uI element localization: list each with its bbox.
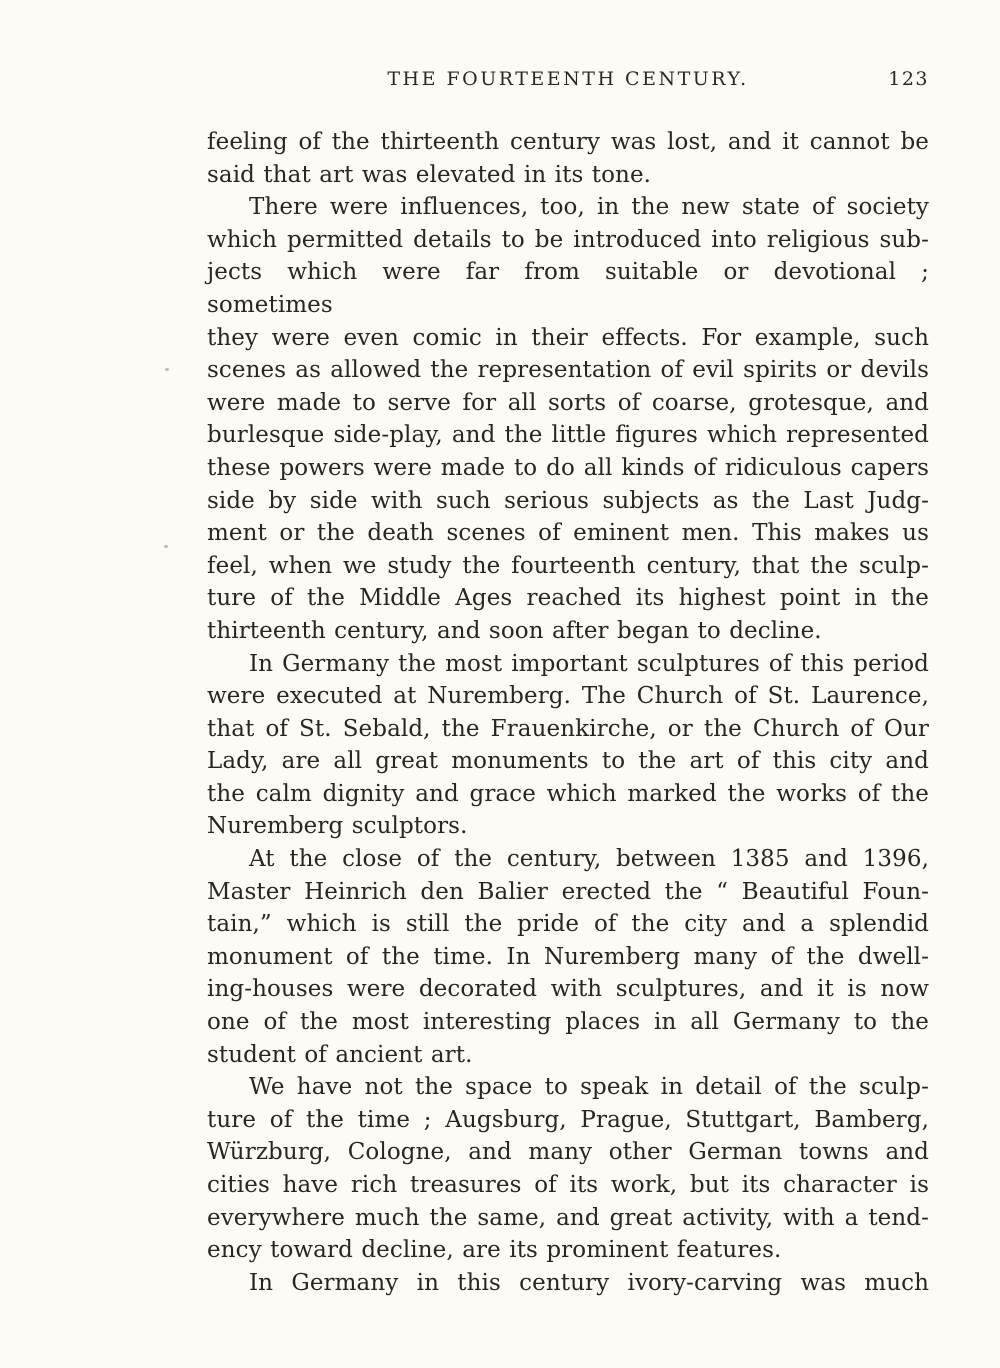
text-line: In Germany the most important sculptures of this period xyxy=(249,650,929,677)
chapter-title: THE FOURTEENTH CENTURY. xyxy=(387,68,749,90)
text-line: that of St. Sebald, the Frauenkirche, or the Church of Our xyxy=(207,715,929,742)
text-line: ing-houses were decorated with sculptures, and it is now xyxy=(207,976,929,1003)
text-line: monument of the time. In Nuremberg many of the dwell- xyxy=(207,943,929,970)
text-line: At the close of the century, between 1385 and 1396, xyxy=(249,846,929,873)
text-line: the calm dignity and grace which marked the works of the xyxy=(207,780,929,807)
text-line: thirteenth century, and soon after began to decline. xyxy=(207,617,822,644)
text-line: Master Heinrich den Balier erected the “ Beautiful Foun- xyxy=(207,878,929,905)
text-line: feel, when we study the fourteenth century, that the sculp- xyxy=(207,552,929,579)
text-column xyxy=(207,68,929,1299)
text-line: they were even comic in their effects. For example, such xyxy=(207,324,929,351)
paragraph xyxy=(207,191,929,647)
paragraph xyxy=(207,843,929,1071)
text-line: There were influences, too, in the new state of society xyxy=(249,194,929,221)
text-line: ment or the death scenes of eminent men. This makes us xyxy=(207,520,929,547)
paragraph xyxy=(207,1071,929,1267)
text-line: ture of the Middle Ages reached its highest point in the xyxy=(207,585,929,612)
text-line: Lady, are all great monuments to the art of this city and xyxy=(207,748,929,775)
text-line: these powers were made to do all kinds of ridiculous capers xyxy=(207,454,929,481)
text-line: were executed at Nuremberg. The Church of St. Laurence, xyxy=(207,683,929,710)
text-line: scenes as allowed the representation of evil spirits or devils xyxy=(207,357,929,384)
text-line: feeling of the thirteenth century was lost, and it cannot be xyxy=(207,129,929,155)
scan-speck xyxy=(165,368,169,371)
text-line: were made to serve for all sorts of coarse, grotesque, and xyxy=(207,389,929,416)
text-line: which permitted details to be introduced into religious sub- xyxy=(207,226,929,253)
text-line: In Germany in this century ivory-carving was much xyxy=(249,1269,929,1296)
text-line: ture of the time ; Augsburg, Prague, Stuttgart, Bamberg, xyxy=(207,1106,929,1133)
text-line: We have not the space to speak in detail of the sculp- xyxy=(249,1074,929,1101)
paragraph xyxy=(207,126,929,191)
text-line: Würzburg, Cologne, and many other German towns and xyxy=(207,1139,929,1166)
text-line: ency toward decline, are its prominent features. xyxy=(207,1237,782,1264)
text-line: tain,” which is still the pride of the city and a splendid xyxy=(207,911,929,938)
paragraph xyxy=(207,648,929,844)
text-line: said that art was elevated in its tone. xyxy=(207,161,652,188)
text-line: student of ancient art. xyxy=(207,1041,473,1068)
text-line: cities have rich treasures of its work, but its character is xyxy=(207,1172,929,1198)
text-line: jects which were far from suitable or devotional ; sometimes xyxy=(207,259,929,318)
text-line: one of the most interesting places in all Germany to the xyxy=(207,1009,929,1036)
running-head xyxy=(207,68,929,94)
scan-speck xyxy=(164,545,168,548)
text-line: burlesque side-play, and the little figures which represented xyxy=(207,422,929,449)
text-line: side by side with such serious subjects as the Last Judg- xyxy=(207,487,929,514)
page-number: 123 xyxy=(888,68,929,90)
text-line: Nuremberg sculptors. xyxy=(207,813,468,840)
page-body xyxy=(207,126,929,1299)
text-line: everywhere much the same, and great activity, with a tend- xyxy=(207,1204,929,1231)
paragraph xyxy=(207,1267,929,1300)
